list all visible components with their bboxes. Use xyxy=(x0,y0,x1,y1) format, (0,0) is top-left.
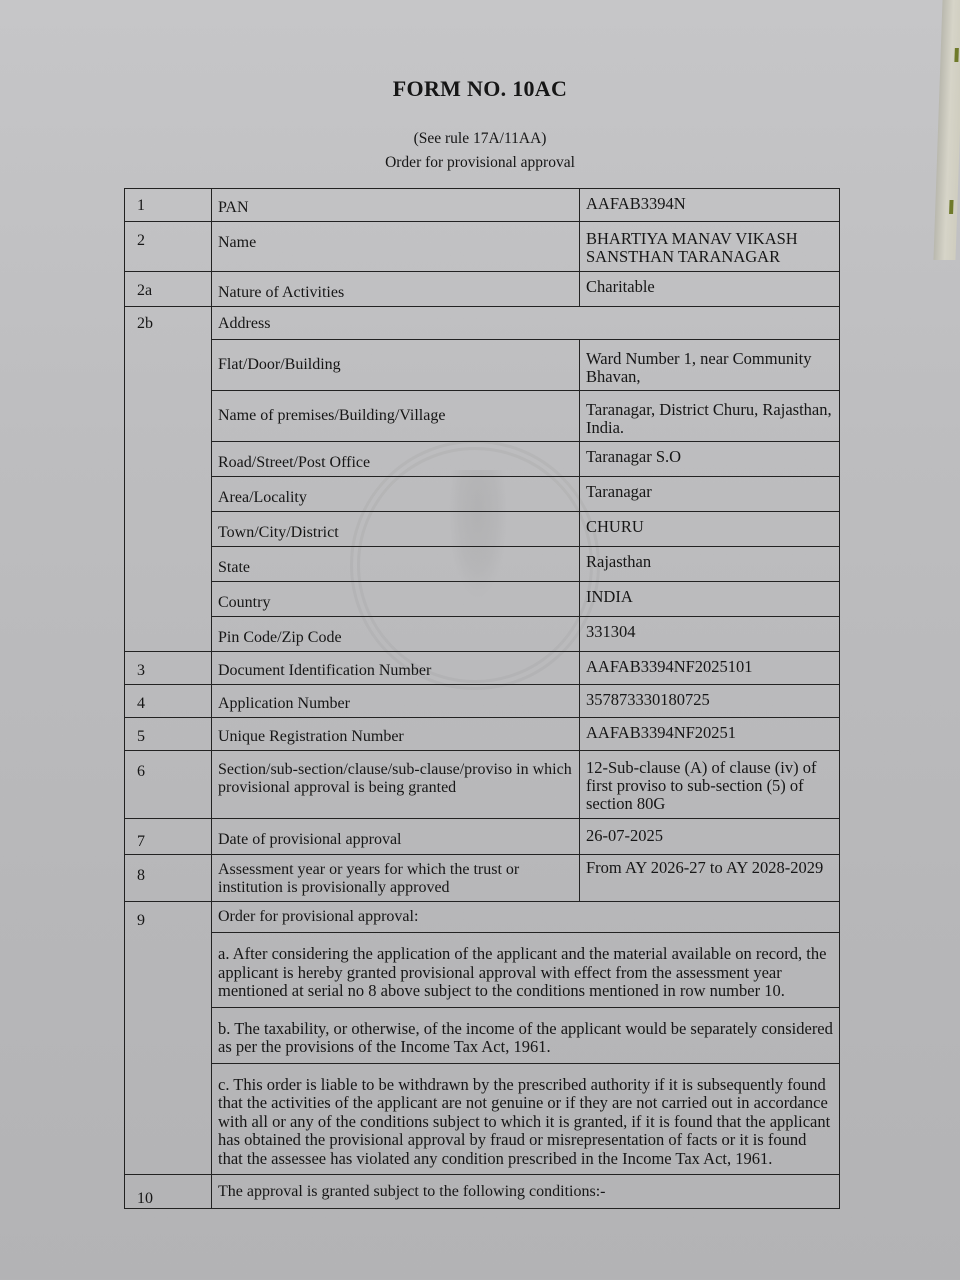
name-value: BHARTIYA MANAV VIKASH SANSTHAN TARANAGAR xyxy=(580,222,840,272)
row-number: 1 xyxy=(125,189,212,222)
field-label: Unique Registration Number xyxy=(212,718,580,751)
address-row-road xyxy=(125,442,840,477)
order-paragraph: c. This order is liable to be withdrawn by the prescribed authority if it is subsequently found that the activities of the applicant are not genuine or if they are not carried out in accordance with all or any of the conditions subject to which it is granted, if it is found that the applicant has obtained the provisional approval by fraud or misrepresentation of facts or it is found that the assessee has violated any condition prescribed in the Income Tax Act, 1961. xyxy=(212,1063,840,1175)
row-address xyxy=(125,307,840,340)
field-value: Ward Number 1, near Community Bhavan, xyxy=(580,340,840,391)
field-value: CHURU xyxy=(580,512,840,547)
field-label: Nature of Activities xyxy=(212,272,580,307)
form-caption: Order for provisional approval xyxy=(385,154,575,171)
row-number: 2 xyxy=(125,222,212,272)
address-row-pin xyxy=(125,617,840,652)
field-value: INDIA xyxy=(580,582,840,617)
field-label: Document Identification Number xyxy=(212,652,580,685)
form-table xyxy=(124,188,840,1209)
field-value: Taranagar S.O xyxy=(580,442,840,477)
order-paragraph-c xyxy=(125,1063,840,1175)
urn-value: AAFAB3394NF20251 xyxy=(580,718,840,751)
row-number: 4 xyxy=(125,685,212,718)
field-label: Country xyxy=(212,582,580,617)
field-label: Pin Code/Zip Code xyxy=(212,617,580,652)
order-paragraph: b. The taxability, or otherwise, of the income of the applicant would be separately considered as per the provisions of the Income Tax Act, 1961. xyxy=(212,1007,840,1063)
field-value: Taranagar xyxy=(580,477,840,512)
field-label: Application Number xyxy=(212,685,580,718)
field-label: Road/Street/Post Office xyxy=(212,442,580,477)
row-nature-of-activities xyxy=(125,272,840,307)
field-label: PAN xyxy=(212,189,580,222)
row-number: 8 xyxy=(125,855,212,902)
row-application-number xyxy=(125,685,840,718)
row-number: 2b xyxy=(125,307,212,652)
row-number: 6 xyxy=(125,751,212,819)
row-unique-registration-number xyxy=(125,718,840,751)
field-label: Name of premises/Building/Village xyxy=(212,391,580,442)
nature-value: Charitable xyxy=(580,272,840,307)
assessment-years-value: From AY 2026-27 to AY 2028-2029 xyxy=(580,855,840,902)
address-row-area xyxy=(125,477,840,512)
page-edge-mark xyxy=(949,200,953,214)
field-label: Section/sub-section/clause/sub-clause/proviso in which provisional approval is being granted xyxy=(212,751,580,819)
field-label: Town/City/District xyxy=(212,512,580,547)
row-number: 7 xyxy=(125,819,212,855)
section-value: 12-Sub-clause (A) of clause (iv) of first proviso to sub-section (5) of section 80G xyxy=(580,751,840,819)
field-label: Flat/Door/Building xyxy=(212,340,580,391)
field-value: Taranagar, District Churu, Rajasthan, India. xyxy=(580,391,840,442)
form-title: FORM NO. 10AC xyxy=(392,76,568,101)
field-label: State xyxy=(212,547,580,582)
row-name xyxy=(125,222,840,272)
row-pan xyxy=(125,189,840,222)
approval-date-value: 26-07-2025 xyxy=(580,819,840,855)
din-value: AAFAB3394NF2025101 xyxy=(580,652,840,685)
row-conditions xyxy=(125,1175,840,1209)
field-label: Name xyxy=(212,222,580,272)
row-number: 10 xyxy=(125,1175,212,1209)
row-number: 2a xyxy=(125,272,212,307)
row-order xyxy=(125,902,840,933)
rule-reference: (See rule 17A/11AA) xyxy=(413,130,547,147)
field-value: Rajasthan xyxy=(580,547,840,582)
order-paragraph: a. After considering the application of the applicant and the material available on record, the applicant is hereby granted provisional approval with effect from the assessment year mentioned at serial no 8 above subject to the conditions mentioned in row number 10. xyxy=(212,933,840,1008)
row-assessment-years xyxy=(125,855,840,902)
row-document-identification-number xyxy=(125,652,840,685)
order-heading: Order for provisional approval: xyxy=(212,902,840,933)
pan-value: AAFAB3394N xyxy=(580,189,840,222)
row-section xyxy=(125,751,840,819)
address-row-state xyxy=(125,547,840,582)
address-row-town xyxy=(125,512,840,547)
conditions-heading: The approval is granted subject to the following conditions:- xyxy=(212,1175,840,1209)
row-date-of-provisional-approval xyxy=(125,819,840,855)
row-number: 3 xyxy=(125,652,212,685)
order-paragraph-a xyxy=(125,933,840,1008)
address-row-flat xyxy=(125,340,840,391)
address-row-premises xyxy=(125,391,840,442)
row-number: 5 xyxy=(125,718,212,751)
order-paragraph-b xyxy=(125,1007,840,1063)
address-heading: Address xyxy=(212,307,840,340)
field-label: Date of provisional approval xyxy=(212,819,580,855)
application-number-value: 357873330180725 xyxy=(580,685,840,718)
page-edge-mark xyxy=(954,48,958,62)
field-label: Assessment year or years for which the trust or institution is provisionally approved xyxy=(212,855,580,902)
address-row-country xyxy=(125,582,840,617)
field-value: 331304 xyxy=(580,617,840,652)
field-label: Area/Locality xyxy=(212,477,580,512)
row-number: 9 xyxy=(125,902,212,1175)
